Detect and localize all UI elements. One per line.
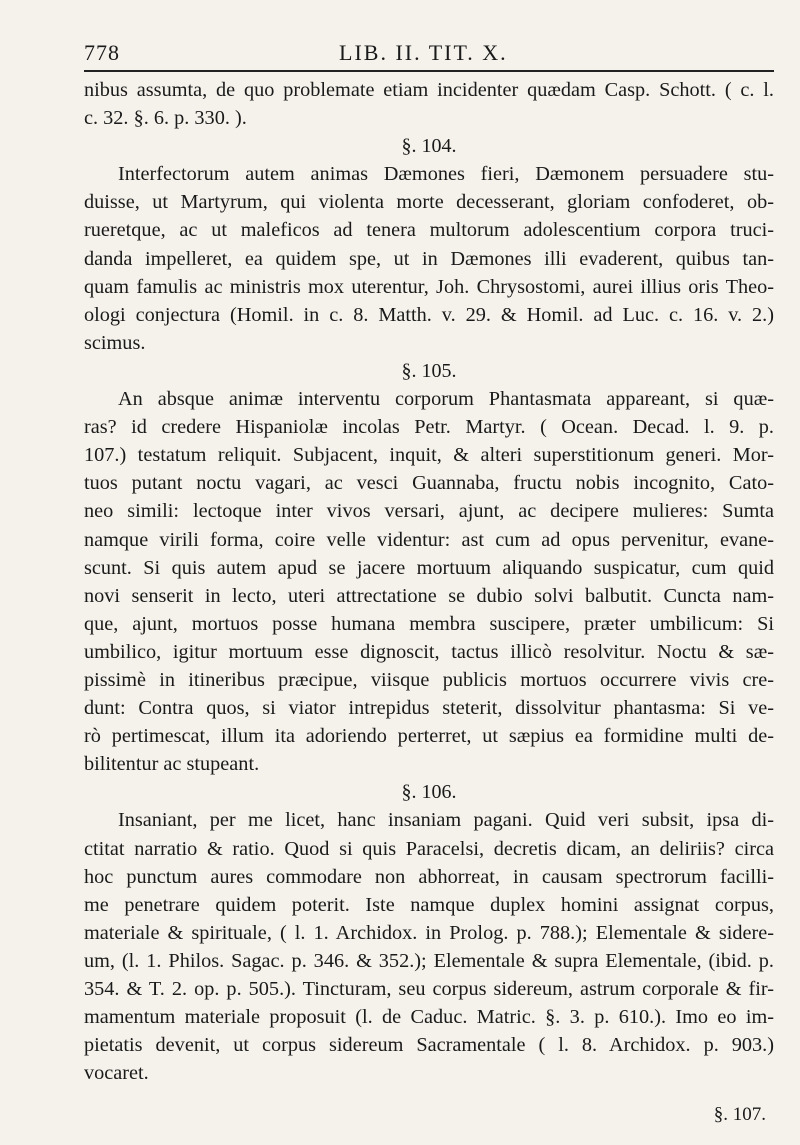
text-line: neo simili: lectoque inter vivos versari, ajunt, ac decipere mulieres: Sumta <box>84 500 774 523</box>
text-line: um, (l. 1. Philos. Sagac. p. 346. & 352.); Elementale & supra Elementale, (ibid. p. <box>84 949 774 972</box>
text-line: mamentum materiale proposuit (l. de Caduc. Matric. §. 3. p. 610.). Imo eo im- <box>84 1006 774 1029</box>
text-line: hoc punctum aures commodare non abhorreat, in causam spectrorum facilli- <box>84 865 774 888</box>
text-line: rò pertimescat, illum ita adoriendo perterret, ut sæpius ea formidine multi de- <box>84 725 774 748</box>
text-line: me penetrare quidem poterit. Iste namque duplex homini assignat corpus, <box>84 893 774 916</box>
text-body <box>84 76 774 1129</box>
text-line: scunt. Si quis autem apud se jacere mortuum aliquando suspicatur, cum quid <box>84 556 774 579</box>
section-heading: §. 105. <box>401 359 457 382</box>
catchword: §. 107. <box>713 1104 766 1126</box>
text-line: 354. & T. 2. op. p. 505.). Tincturam, seu corpus sidereum, astrum corporale & fir- <box>84 978 774 1000</box>
text-line: Interfectorum autem animas Dæmones fieri, Dæmonem persuadere stu- <box>118 163 774 186</box>
header-rule <box>84 70 774 72</box>
text-line: c. 32. §. 6. p. 330. ). <box>84 107 247 130</box>
text-line: que, ajunt, mortuos posse humana membra suscipere, præter umbilicum: Si <box>84 612 774 635</box>
text-line: materiale & spirituale, ( l. 1. Archidox. in Prolog. p. 788.); Elementale & sidere- <box>84 921 774 944</box>
text-line: duisse, ut Martyrum, qui violenta morte decesserant, gloriam confoderet, ob- <box>84 191 774 214</box>
text-line: ras? id credere Hispaniolæ incolas Petr. Martyr. ( Ocean. Decad. l. 9. p. <box>84 416 774 439</box>
text-line: pietatis devenit, ut corpus sidereum Sacramentale ( l. 8. Archidox. p. 903.) <box>84 1034 774 1057</box>
text-line: scimus. <box>84 331 146 354</box>
text-line: ologi conjectura (Homil. in c. 8. Matth. v. 29. & Homil. ad Luc. c. 16. v. 2.) <box>84 303 774 326</box>
text-line: pissimè in itineribus præcipue, viisque publicis mortuos occurrere vivis cre- <box>84 668 774 691</box>
text-line: 107.) testatum reliquit. Subjacent, inquit, & alteri superstitionum generi. Mor- <box>84 444 774 467</box>
text-line: umbilico, igitur mortuum esse dignoscit, tactus illicò resolvitur. Noctu & sæ- <box>84 640 774 663</box>
page-number: 778 <box>84 40 120 65</box>
text-line: vocaret. <box>84 1062 149 1085</box>
text-line: rueretque, ac ut maleficos ad tenera multorum adolescentium corpora truci- <box>84 219 774 242</box>
text-line: Insaniant, per me licet, hanc insaniam pagani. Quid veri subsit, ipsa di- <box>118 809 774 832</box>
text-line: An absque animæ interventu corporum Phantasmata appareant, si quæ- <box>118 388 774 411</box>
text-line: danda impelleret, ea quidem spe, ut in Dæmones illi evaderent, quibus tan- <box>84 247 774 270</box>
text-line: nibus assumta, de quo problemate etiam incidenter quædam Casp. Schott. ( c. l. <box>84 79 774 101</box>
text-line: tuos putant noctu vagari, ac vesci Guannaba, fructu nobis incognito, Cato- <box>84 472 774 495</box>
running-head: LIB. II. TIT. X. <box>339 40 508 65</box>
text-line: quam famulis ac ministris mox uterentur, Joh. Chrysostomi, aurei illius oris Theo- <box>84 275 774 298</box>
text-line: bilitentur ac stupeant. <box>84 753 260 776</box>
section-heading: §. 106. <box>401 781 457 804</box>
section-heading: §. 104. <box>401 135 457 158</box>
text-line: namque virili forma, coire velle videntur: ast cum ad opus pervenitur, evane- <box>84 528 774 551</box>
text-line: novi senserit in lecto, uteri attrectatione se dubio solvi balbutit. Cuncta nam- <box>84 584 774 607</box>
text-line: ctitat narratio & ratio. Quod si quis Paracelsi, decretis dicam, an deliriis? circa <box>84 837 774 860</box>
text-line: dunt: Contra quos, si viator intrepidus steterit, dissolvitur phantasma: Si ve- <box>84 697 774 720</box>
